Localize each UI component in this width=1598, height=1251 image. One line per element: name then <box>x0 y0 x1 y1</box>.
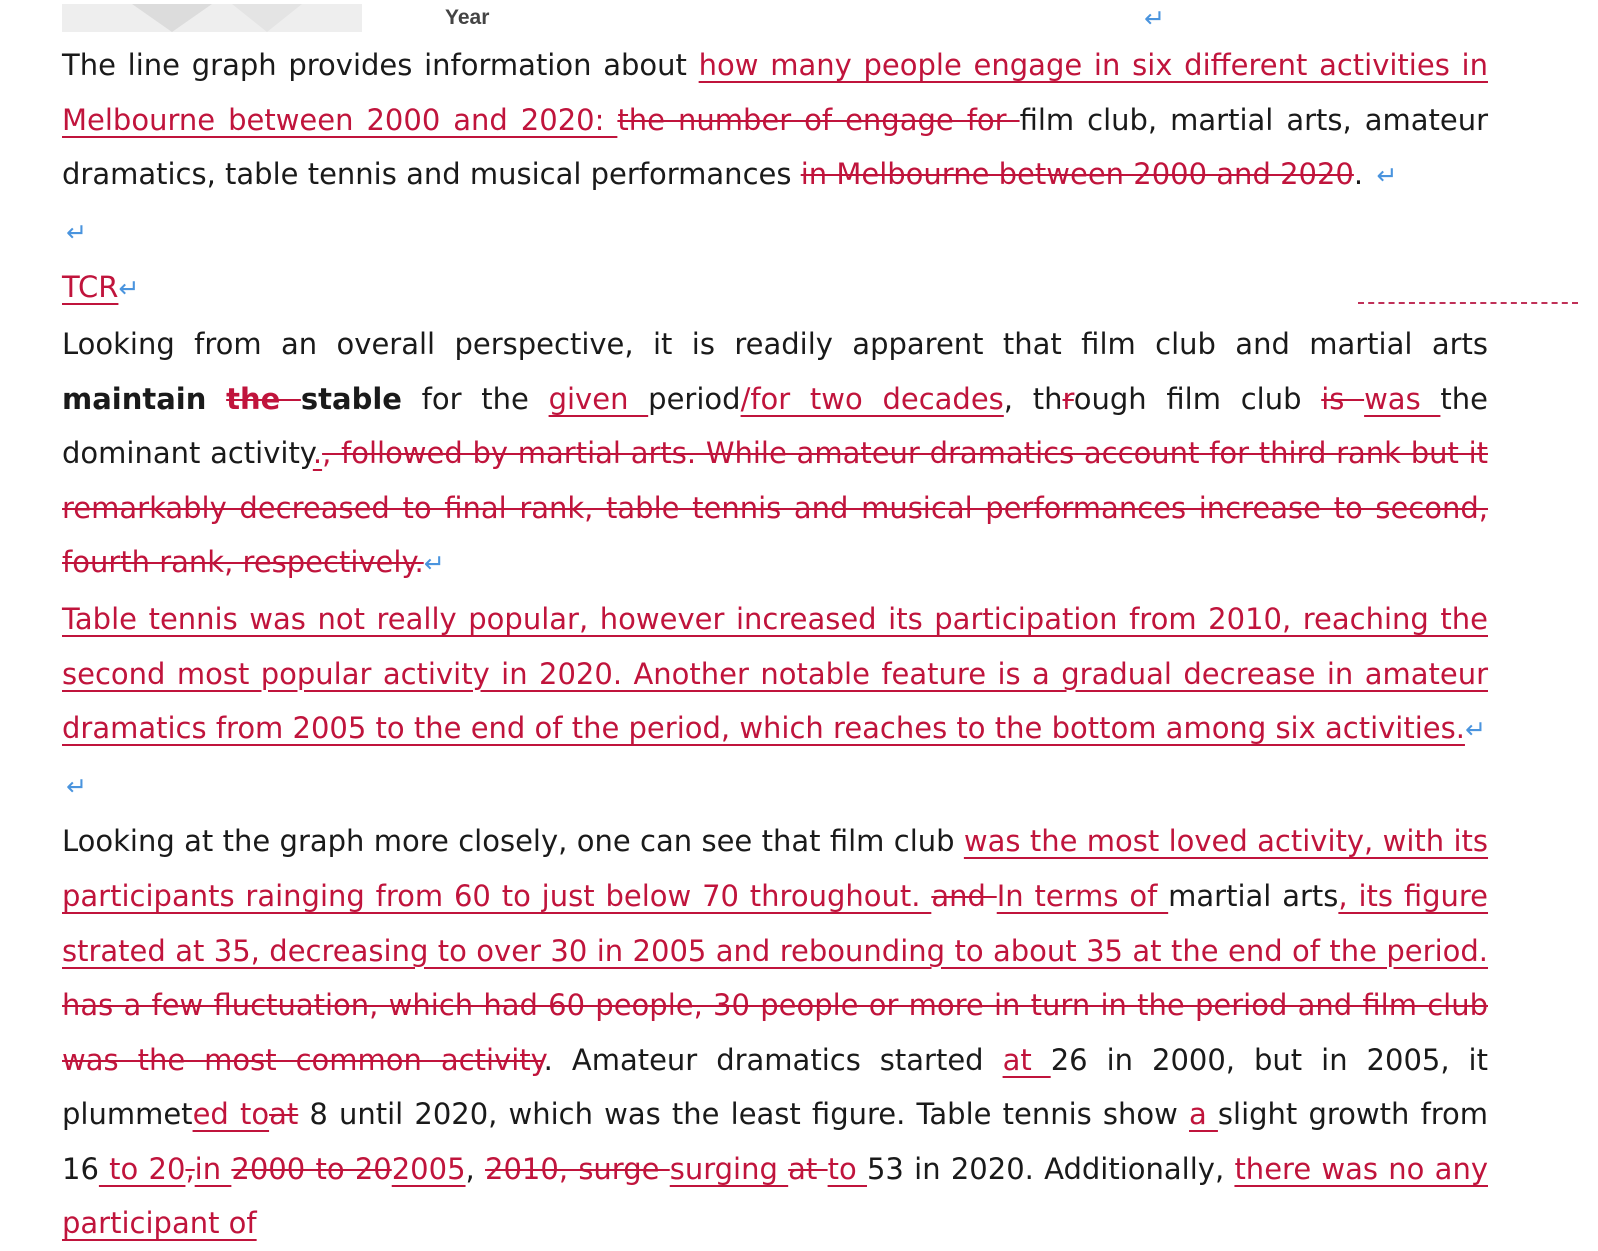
paragraph <box>62 758 1488 815</box>
deleted-text: the <box>226 381 301 416</box>
text-run: Looking from an overall perspective, it is readily apparent that film club and martial arts <box>62 326 1488 361</box>
inserted-text: to 20 <box>98 1151 186 1186</box>
inserted-text: a <box>1189 1097 1218 1132</box>
inserted-text: how many people engage in six different activities in Melbourne between 2000 and 2020: <box>62 48 1488 137</box>
deleted-text: 2010, surge <box>485 1151 670 1186</box>
paragraph <box>62 204 1488 261</box>
inserted-text: was <box>1364 381 1441 416</box>
text-run: 8 until 2020, which was the least figure. Table tennis show <box>298 1097 1189 1132</box>
paragraph-mark-icon: ↵ <box>118 274 140 304</box>
deleted-text: , <box>185 1151 195 1186</box>
paragraph <box>62 317 1488 592</box>
chart-strip <box>62 4 362 32</box>
text-run: period <box>648 381 741 416</box>
chart-axis-label: Year <box>445 6 490 29</box>
text-run: Looking at the graph more closely, one can see that film club <box>62 824 964 859</box>
inserted-text: . <box>312 436 323 471</box>
bold-text: stable <box>300 381 402 416</box>
inserted-text: was the most loved activity, with its participants rainging from 60 to just below 70 throughout. <box>62 824 1489 913</box>
chart-shape <box>132 4 212 32</box>
text-run: 53 in 2020. Additionally, <box>866 1151 1235 1186</box>
text-run: the dominant activity <box>62 381 1489 471</box>
paragraph-mark-icon: ↵ <box>66 771 87 801</box>
text-run: , <box>465 1151 486 1186</box>
paragraph-mark-icon: ↵ <box>1144 4 1165 33</box>
deleted-text: 2000 to 20 <box>231 1151 392 1186</box>
bold-text: maintain <box>62 381 207 416</box>
deleted-text: and <box>931 878 997 913</box>
inserted-text: TCR <box>62 270 119 305</box>
paragraph <box>62 38 1488 204</box>
paragraph-mark-icon: ↵ <box>1376 161 1398 191</box>
text-run: 26 in 2000, but in 2005, it plummet <box>62 1042 1488 1132</box>
document-body[interactable] <box>62 38 1488 1251</box>
chart-shape <box>232 4 302 32</box>
paragraph-mark-icon: ↵ <box>423 549 445 579</box>
text-run: for the <box>401 381 549 416</box>
inserted-text: , its figure strated at 35, decreasing to over 30 in 2005 and rebounding to about 35 at the end of the period. <box>62 878 1489 968</box>
paragraph <box>62 592 1488 758</box>
deleted-text: r <box>1062 381 1074 416</box>
text-run: slight growth from 16 <box>62 1097 1488 1186</box>
inserted-text: in <box>194 1151 232 1186</box>
deleted-text: is <box>1321 381 1365 416</box>
text-run: , th <box>1003 381 1063 416</box>
paragraph <box>62 814 1488 1251</box>
inserted-text: In terms of <box>996 878 1169 913</box>
text-run: . <box>1353 157 1373 192</box>
deleted-text: at <box>788 1151 828 1186</box>
text-run: The line graph provides information about <box>62 48 699 82</box>
inserted-text: at <box>1002 1042 1051 1077</box>
text-run <box>206 382 226 416</box>
chart-fragment <box>62 0 362 32</box>
deleted-text: has a few fluctuation, which had 60 people, 30 people or more in turn in the period and film club was the most common activity <box>62 988 1488 1077</box>
paragraph-mark-icon: ↵ <box>66 217 87 247</box>
inserted-text: Table tennis was not really popular, however increased its participation from 2010, reaching the second most popular activity in 2020. Another notable feature is a gradual decrease in amateur dramatics from 2005 to the end of the period, which reaches to the bottom among six activities. <box>62 601 1488 746</box>
deleted-text: , followed by martial arts. While amateur dramatics account for third rank but it remarkably decreased to final rank, table tennis and musical performances increase to second, fourth rank, respectively. <box>62 436 1488 580</box>
inserted-text: ed to <box>192 1097 270 1132</box>
deleted-text: in Melbourne between 2000 and 2020 <box>800 157 1354 192</box>
text-run: film club, martial arts, amateur dramatics, table tennis and musical performances <box>62 102 1489 192</box>
text-run: ough film club <box>1073 381 1322 416</box>
paragraph <box>62 260 1488 317</box>
inserted-text: given <box>548 381 649 416</box>
text-run: martial arts <box>1168 878 1339 913</box>
text-run: . Amateur dramatics started <box>543 1042 1003 1077</box>
inserted-text: /for two decades <box>740 381 1004 416</box>
inserted-text: surging <box>669 1151 789 1186</box>
paragraph-mark-icon: ↵ <box>1464 715 1486 745</box>
deleted-text: at <box>269 1097 299 1132</box>
inserted-text: there was no any participant of <box>62 1151 1488 1241</box>
inserted-text: to <box>827 1151 867 1186</box>
deleted-text: the number of engage for <box>617 102 1020 137</box>
inserted-text: 2005 <box>391 1151 466 1186</box>
